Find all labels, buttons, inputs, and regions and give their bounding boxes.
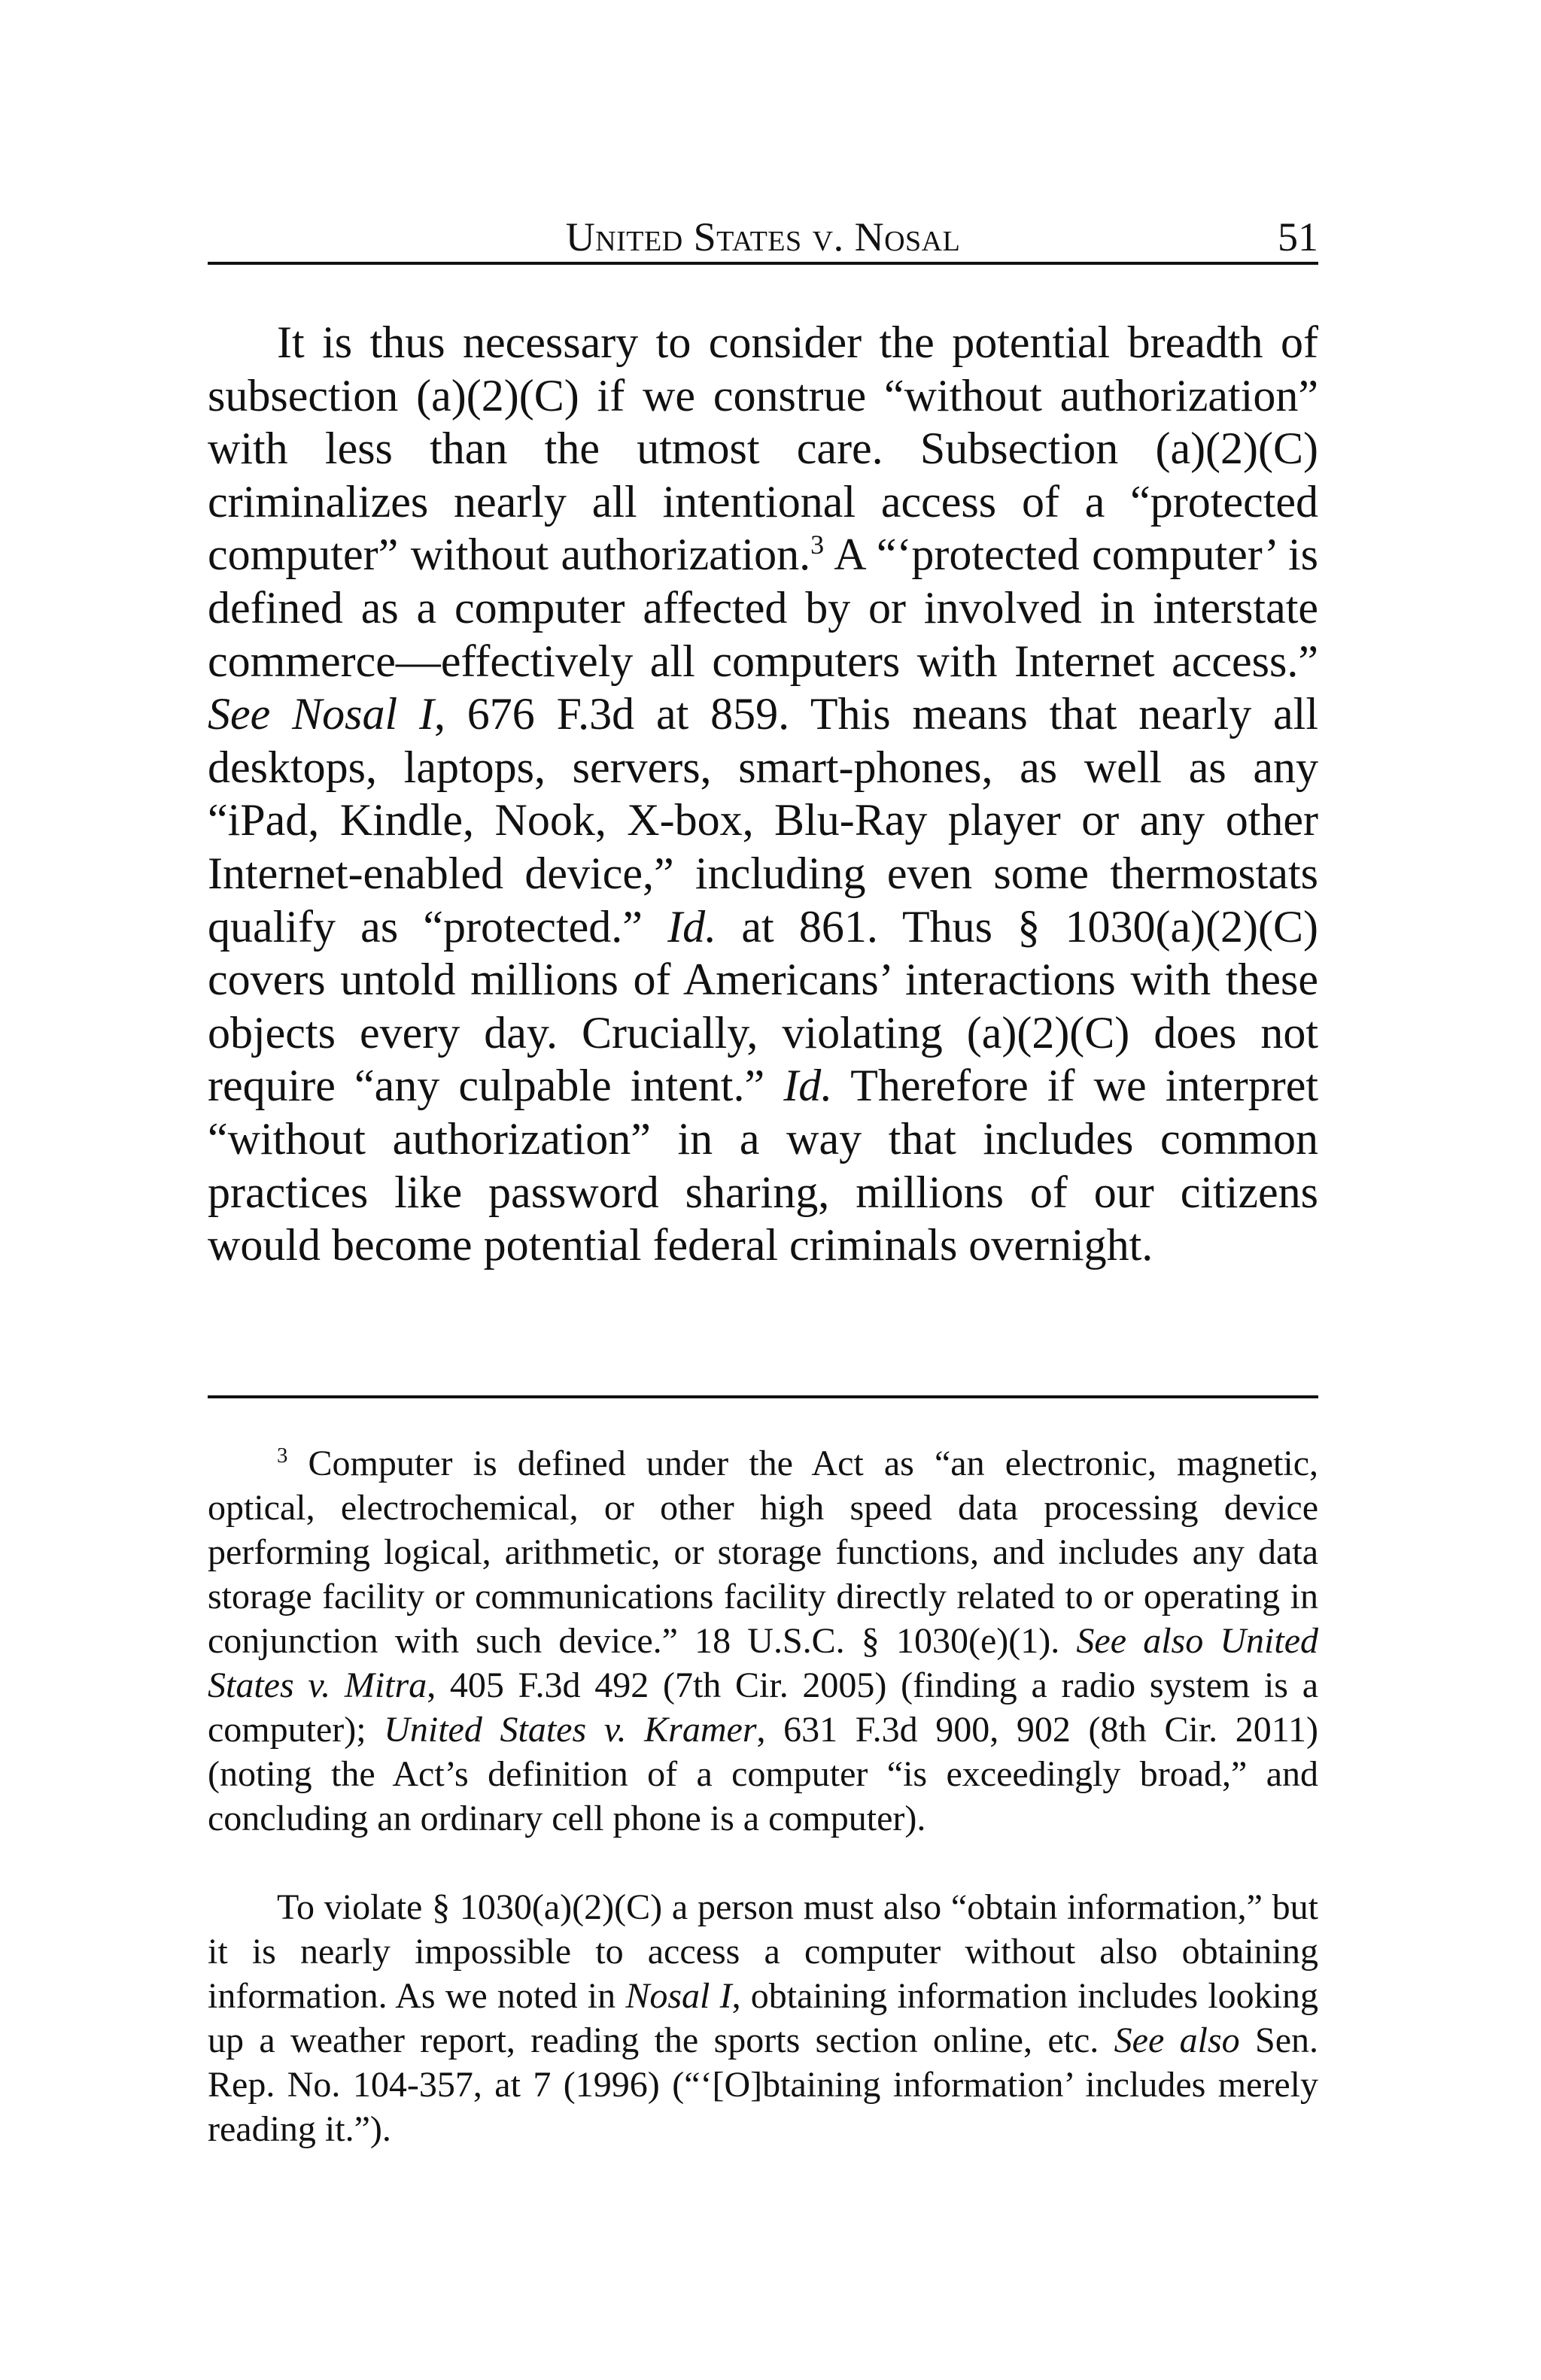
footnote-text-segment: Computer is defined under the Act as “an electronic, magnetic, optical, electrochemical, or other high speed data processing device performing logical, arithmetic, or storage functions, and includes any data storage facility or communications facility directly related to or operating in conjunction with such device.” 18 U.S.C. § 1030(e)(1). — [208, 1443, 1318, 1661]
footnote-paragraph — [208, 1885, 1318, 2151]
footnote-text-segment: , obtaining information includes looking up a weather report, reading the sports section online, etc. — [208, 1976, 1319, 2060]
footnote-divider — [208, 1395, 1318, 1398]
footnote-reference[interactable]: 3 — [810, 530, 825, 560]
id-citation: Id. — [783, 1061, 833, 1111]
case-citation: Nosal I — [625, 1976, 732, 2016]
body-paragraph — [208, 316, 1318, 1272]
running-header — [208, 212, 1318, 265]
case-citation: See also United States v. Mitra — [208, 1621, 1319, 1705]
footnote-text-segment: , 405 F.3d 492 (7th Cir. 2005) (finding a radio system is a computer); — [208, 1665, 1319, 1750]
footnote-text-segment: , 631 F.3d 900, 902 (8th Cir. 2011) (noting the Act’s definition of a computer “is exceedingly broad,” and concluding an ordinary cell phone is a computer). — [208, 1710, 1318, 1838]
body-text-segment: A “‘protected computer’ is defined as a computer affected by or involved in interstate commerce—effectively all computers with Internet access.” — [208, 530, 1318, 686]
body-text-segment: Therefore if we interpret “without authorization” in a way that includes common practices like password sharing, millions of our citizens would become potential federal criminals overnight. — [208, 1061, 1318, 1270]
signal-citation: See also — [1114, 2020, 1240, 2060]
footnote-text-segment: To violate § 1030(a)(2)(C) a person must also “obtain information,” but it is nearly impossible to access a computer without also obtaining information. As we noted in — [208, 1887, 1318, 2016]
page-number: 51 — [1278, 214, 1318, 260]
case-citation: United States v. Kramer — [384, 1710, 757, 1750]
footnote-paragraph — [208, 1441, 1318, 1841]
footnote-text-segment: Sen. Rep. No. 104-357, at 7 (1996) (“‘[O]btaining information’ includes merely reading it.”). — [208, 2020, 1319, 2149]
running-title: United States v. Nosal — [565, 214, 961, 260]
case-citation: See Nosal I — [208, 689, 434, 739]
body-text-segment: , 676 F.3d at 859. This means that nearly all desktops, laptops, servers, smart-phones, as well as any “iPad, Kindle, Nook, X-box, Blu-Ray player or any other Internet-enabled device,” including even some thermostats qualify as “protected.” — [208, 689, 1319, 952]
body-text-segment: It is thus necessary to consider the potential breadth of subsection (a)(2)(C) if we construe “without authorization” with less than the utmost care. Subsection (a)(2)(C) criminalizes nearly all intentional access of a “protected computer” without authorization. — [208, 317, 1318, 580]
id-citation: Id. — [667, 901, 717, 952]
body-text-segment: at 861. Thus § 1030(a)(2)(C) covers untold millions of Americans’ interactions with these objects every day. Crucially, violating (a)(2)(C) does not require “any culpable intent.” — [208, 901, 1319, 1111]
footnote-marker: 3 — [277, 1443, 288, 1468]
